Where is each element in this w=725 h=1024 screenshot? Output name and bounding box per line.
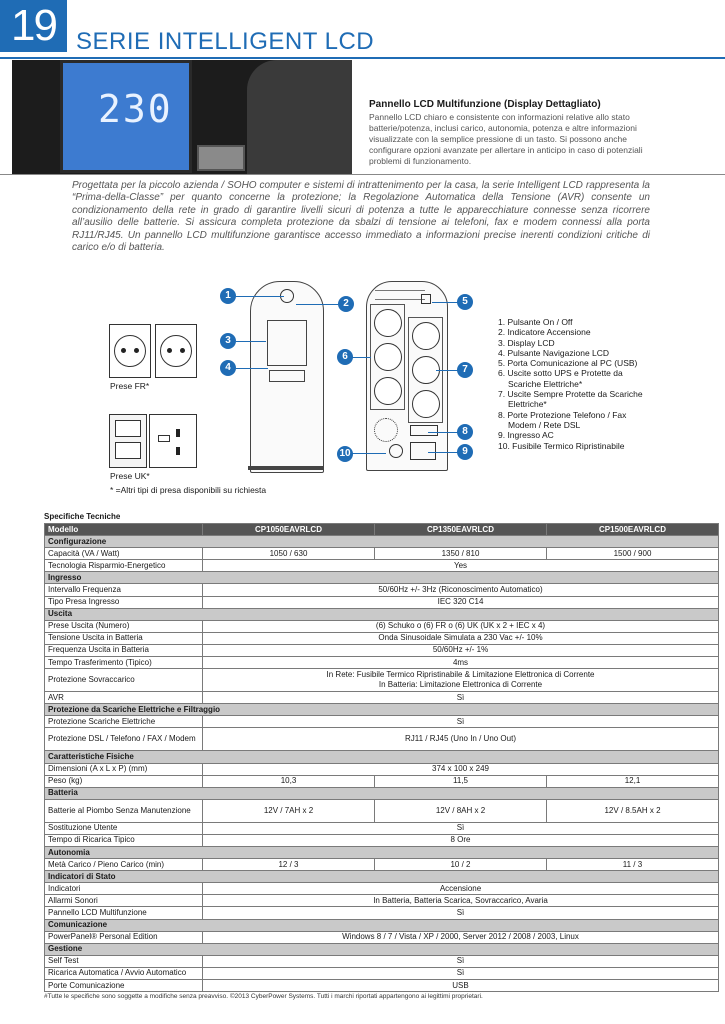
uk-outlets-illustration	[109, 414, 197, 468]
spec-cell: PowerPanel® Personal Edition	[45, 931, 203, 943]
spec-cell: Indicatori di Stato	[45, 871, 719, 883]
spec-cell: Prese Uscita (Numero)	[45, 620, 203, 632]
spec-cell: In Batteria, Batteria Scarica, Sovraccarico, Avaria	[203, 895, 719, 907]
spec-cell: 12V / 8AH x 2	[375, 799, 547, 822]
spec-cell: AVR	[45, 692, 203, 704]
fr-outlets-label: Prese FR*	[110, 381, 150, 391]
spec-section-row	[45, 871, 719, 883]
fan-grille-icon	[374, 418, 398, 442]
fr-socket-face	[160, 335, 192, 367]
spec-row	[45, 548, 719, 560]
nav-button-outline	[269, 370, 305, 382]
spec-cell: Tempo di Ricarica Tipico	[45, 834, 203, 846]
spec-cell: Sì	[203, 907, 719, 919]
fr-socket	[109, 324, 151, 378]
spec-cell: Tipo Presa Ingresso	[45, 596, 203, 608]
spec-cell: Onda Sinusoidale Simulata a 230 Vac +/- 10%	[203, 632, 719, 644]
spec-cell: 1350 / 810	[375, 548, 547, 560]
spec-row	[45, 560, 719, 572]
spec-header-cell: CP1050EAVRLCD	[203, 524, 375, 536]
lcd-caption-title: Pannello LCD Multifunzione (Display Dettagliato)	[369, 99, 601, 110]
header-rule	[0, 57, 725, 59]
spec-row	[45, 584, 719, 596]
fr-socket-face	[114, 335, 146, 367]
spec-cell: Autonomia	[45, 846, 719, 858]
rj-ports-icon	[410, 425, 438, 436]
spec-cell: Comunicazione	[45, 919, 719, 931]
spec-header-cell: Modello	[45, 524, 203, 536]
spec-cell: Yes	[203, 560, 719, 572]
spec-row	[45, 692, 719, 704]
badge-3: 3	[220, 333, 236, 349]
ups-rear-view	[366, 281, 448, 471]
spec-cell: Tensione Uscita in Batteria	[45, 632, 203, 644]
spec-cell: Tempo Trasferimento (Tipico)	[45, 657, 203, 669]
uk-outlets-label: Prese UK*	[110, 471, 150, 481]
spec-cell: 12 / 3	[203, 859, 375, 871]
spec-cell: Tecnologia Risparmio-Energetico	[45, 560, 203, 572]
spec-section-row	[45, 787, 719, 799]
spec-row	[45, 859, 719, 871]
spec-row	[45, 980, 719, 992]
spec-cell: RJ11 / RJ45 (Uno In / Uno Out)	[203, 728, 719, 751]
spec-cell: Indicatori	[45, 883, 203, 895]
spec-cell: 10 / 2	[375, 859, 547, 871]
fuse-icon	[389, 444, 403, 458]
spec-section-row	[45, 608, 719, 620]
photo-ups-side	[247, 60, 352, 174]
legend-item: 2. Indicatore Accensione	[498, 327, 591, 338]
spec-cell-line: In Batteria: Limitazione Elettronica di Corrente	[378, 680, 543, 690]
spec-section-row	[45, 536, 719, 548]
fr-socket	[155, 324, 197, 378]
spec-heading: Specifiche Tecniche	[44, 512, 121, 521]
diagram-legend	[498, 317, 643, 451]
spec-cell: Batterie al Piombo Senza Manutenzione	[45, 799, 203, 822]
spec-cell: Ingresso	[45, 572, 719, 584]
spec-row	[45, 895, 719, 907]
spec-section-row	[45, 704, 719, 716]
spec-cell: Sì	[203, 967, 719, 979]
spec-cell	[203, 669, 719, 692]
spec-section-row	[45, 943, 719, 955]
lcd-screen-outline	[267, 320, 307, 366]
ups-sockets-column	[370, 304, 405, 410]
spec-row	[45, 632, 719, 644]
spec-cell: 50/60Hz +/- 3Hz (Riconoscimento Automatico)	[203, 584, 719, 596]
ups-front-base	[248, 466, 324, 470]
lcd-voltage-value: 230	[98, 87, 173, 131]
spec-cell: Self Test	[45, 955, 203, 967]
spec-cell: 11 / 3	[547, 859, 719, 871]
spec-row	[45, 883, 719, 895]
page-number: 19	[0, 0, 67, 52]
legend-item: 1. Pulsante On / Off	[498, 317, 573, 327]
spec-cell: Sì	[203, 716, 719, 728]
spec-cell: 1500 / 900	[547, 548, 719, 560]
spec-row	[45, 657, 719, 669]
spec-cell: 374 x 100 x 249	[203, 763, 719, 775]
spec-row	[45, 669, 719, 692]
spec-cell: Protezione Scariche Elettriche	[45, 716, 203, 728]
legend-item: 3. Display LCD	[498, 337, 555, 348]
spec-table	[44, 523, 719, 992]
page-title: SERIE INTELLIGENT LCD	[76, 28, 375, 55]
spec-cell: Protezione Sovraccarico	[45, 669, 203, 692]
spec-cell: Uscita	[45, 608, 719, 620]
spec-row	[45, 620, 719, 632]
spec-cell: Intervallo Frequenza	[45, 584, 203, 596]
lcd-caption-text: Pannello LCD chiaro e consistente con informazioni relative allo stato batterie/potenza, inclusi carico, autonomia, potenza e altre informazioni visualizzate con la semplice pressione di un tasto. Si possono anche configurare opzioni avanzate per allertare in anticipo in caso di potenziali problemi di funzionamento.	[369, 112, 643, 166]
spec-row	[45, 799, 719, 822]
spec-cell: Ricarica Automatica / Avvio Automatico	[45, 967, 203, 979]
legend-item: Elettriche*	[508, 399, 547, 410]
spec-row	[45, 716, 719, 728]
spec-cell: 12,1	[547, 775, 719, 787]
spec-cell: 8 Ore	[203, 834, 719, 846]
spec-section-row	[45, 572, 719, 584]
spec-cell: Sostituzione Utente	[45, 822, 203, 834]
spec-cell: Metà Carico / Pieno Carico (min)	[45, 859, 203, 871]
spec-header-cell: CP1350EAVRLCD	[375, 524, 547, 536]
spec-cell: 12V / 7AH x 2	[203, 799, 375, 822]
legend-item: 5. Porta Comunicazione al PC (USB)	[498, 358, 638, 369]
spec-cell: Porte Comunicazione	[45, 980, 203, 992]
photo-nav-button	[197, 145, 245, 171]
footer-disclaimer: #Tutte le specifiche sono soggette a modifiche senza preavviso. ©2013 CyberPower Systems. Tutti i marchi riportati appartengono ai legittimi proprietari.	[44, 993, 483, 1000]
spec-row	[45, 967, 719, 979]
spec-cell: Batteria	[45, 787, 719, 799]
spec-cell: IEC 320 C14	[203, 596, 719, 608]
fr-outlets-illustration	[109, 324, 199, 379]
badge-1: 1	[220, 288, 236, 304]
spec-cell: 4ms	[203, 657, 719, 669]
spec-row	[45, 822, 719, 834]
spec-cell: 10,3	[203, 775, 375, 787]
spec-cell: Gestione	[45, 943, 719, 955]
spec-row	[45, 834, 719, 846]
badge-7: 7	[457, 362, 473, 378]
vent-grille	[375, 290, 425, 300]
spec-cell: Capacità (VA / Watt)	[45, 548, 203, 560]
legend-item: 7. Uscite Sempre Protette da Scariche	[498, 389, 643, 400]
spec-header-row	[45, 524, 719, 536]
spec-section-row	[45, 919, 719, 931]
spec-section-row	[45, 751, 719, 763]
badge-2: 2	[338, 296, 354, 312]
spec-cell: Sì	[203, 692, 719, 704]
spec-cell: Peso (kg)	[45, 775, 203, 787]
ups-front-view	[250, 281, 324, 473]
spec-section-row	[45, 846, 719, 858]
spec-row	[45, 763, 719, 775]
spec-cell: Protezione da Scariche Elettriche e Filtraggio	[45, 704, 719, 716]
spec-cell: Pannello LCD Multifunzione	[45, 907, 203, 919]
spec-row	[45, 728, 719, 751]
spec-header-cell: CP1500EAVRLCD	[547, 524, 719, 536]
legend-item: 8. Porte Protezione Telefono / Fax	[498, 409, 627, 420]
spec-row	[45, 644, 719, 656]
spec-row	[45, 907, 719, 919]
product-photo	[12, 60, 352, 174]
badge-9: 9	[457, 444, 473, 460]
legend-item: 10. Fusibile Termico Ripristinabile	[498, 440, 625, 451]
badge-6: 6	[337, 349, 353, 365]
spec-cell: 1050 / 630	[203, 548, 375, 560]
spec-cell: USB	[203, 980, 719, 992]
spec-cell: Protezione DSL / Telefono / FAX / Modem	[45, 728, 203, 751]
lcd-display-image	[60, 60, 192, 173]
legend-item: Modem / Rete DSL	[508, 419, 581, 430]
uk-socket	[149, 414, 197, 468]
usb-port-icon	[421, 294, 431, 304]
badge-5: 5	[457, 294, 473, 310]
spec-cell: 11,5	[375, 775, 547, 787]
spec-row	[45, 596, 719, 608]
legend-item: Scariche Elettriche*	[508, 378, 583, 389]
spec-cell: 12V / 8.5AH x 2	[547, 799, 719, 822]
spec-cell: Accensione	[203, 883, 719, 895]
spec-cell: Sì	[203, 822, 719, 834]
section-divider	[0, 174, 725, 175]
outlets-footnote: * =Altri tipi di presa disponibili su richiesta	[110, 485, 267, 495]
spec-cell: Configurazione	[45, 536, 719, 548]
iec-sockets	[109, 414, 147, 468]
legend-item: 9. Ingresso AC	[498, 430, 554, 441]
spec-cell: Allarmi Sonori	[45, 895, 203, 907]
spec-row	[45, 931, 719, 943]
spec-cell: Windows 8 / 7 / Vista / XP / 2000, Server 2012 / 2008 / 2003, Linux	[203, 931, 719, 943]
spec-cell: (6) Schuko o (6) FR o (6) UK (UK x 2 + IEC x 4)	[203, 620, 719, 632]
spec-row	[45, 955, 719, 967]
spec-cell: Caratteristiche Fisiche	[45, 751, 719, 763]
spec-cell: Frequenza Uscita in Batteria	[45, 644, 203, 656]
legend-item: 6. Uscite sotto UPS e Protette da	[498, 368, 623, 379]
spec-cell: Sì	[203, 955, 719, 967]
spec-cell-line: In Rete: Fusibile Termico Ripristinabile & Limitazione Elettronica di Corrente	[326, 670, 595, 680]
ac-inlet-icon	[410, 442, 436, 460]
spec-row	[45, 775, 719, 787]
intro-paragraph: Progettata per la piccolo azienda / SOHO computer e sistemi di intrattenimento per la casa, la serie Intelligent LCD rappresenta la “Prima-della-Classe” per quanto concerne la protezione; la Regolazione Automatica della Tensione (AVR) consente un condizionamento della rete in grado di garantire livelli sicuri di potenza a tutte le apparecchiature connesse senza ricorrere all’ausilio delle batterie. Si assicura completa protezione da sbalzi di tensione ai telefoni, fax e modem connessi alla porta RJ11/RJ45. Un pannello LCD multifunzione garantisce accesso immediato a informazioni precise inerenti condizioni critiche di carico e/o di batteria.	[72, 180, 650, 254]
legend-item: 4. Pulsante Navigazione LCD	[498, 347, 610, 358]
spec-cell: 50/60Hz +/- 1%	[203, 644, 719, 656]
spec-cell: Dimensioni (A x L x P) (mm)	[45, 763, 203, 775]
badge-10: 10	[337, 446, 353, 462]
badge-8: 8	[457, 424, 473, 440]
badge-4: 4	[220, 360, 236, 376]
